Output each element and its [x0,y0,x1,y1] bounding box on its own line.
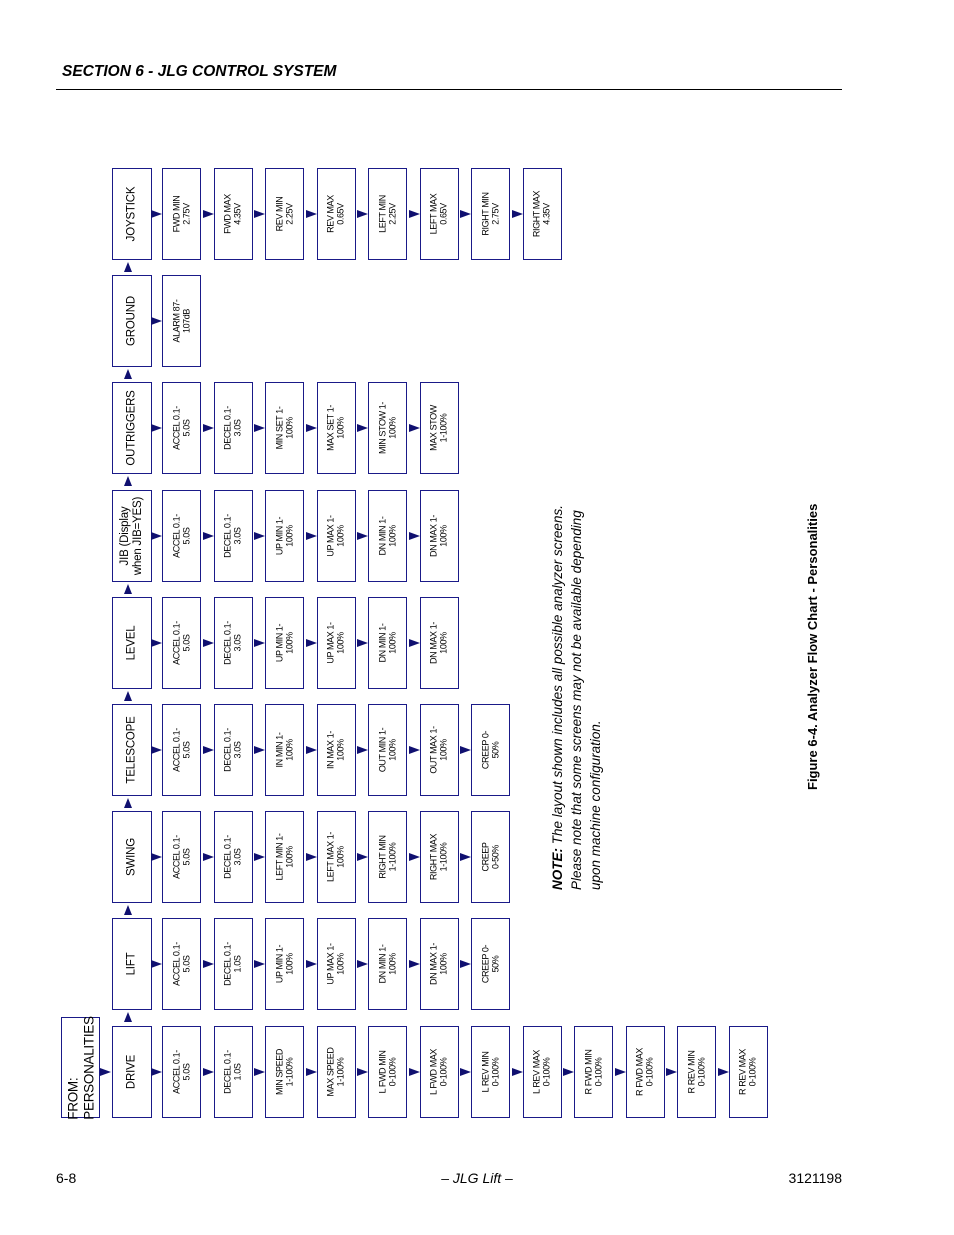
item-box-jib-0-label: ACCEL 0.1- 5.0S [171,514,192,558]
item-box-drive-6 [471,1026,510,1118]
arrow-joystick-0 [151,210,162,218]
arrow-ground-0 [151,317,162,325]
arrow-outriggers-4 [357,424,368,432]
item-box-swing-1 [214,811,253,903]
item-box-drive-11-label: R REV MAX 0-100% [737,1049,758,1095]
arrow-level-5 [409,639,420,647]
item-box-lift-2-label: UP MIN 1- 100% [274,944,295,984]
arrow-drive-7 [512,1068,523,1076]
arrow-outriggers-5 [409,424,420,432]
item-box-drive-3 [317,1026,356,1118]
section-header: SECTION 6 - JLG CONTROL SYSTEM [62,63,337,80]
item-box-joystick-0-label: FWD MIN 2.75V [171,195,192,233]
head-box-level [112,597,152,689]
item-box-level-1-label: DECEL 0.1- 3.0S [222,621,243,665]
item-box-drive-3-label: MAX SPEED 1-100% [325,1047,346,1097]
arrow-up-swing [124,905,132,915]
item-box-jib-2 [265,490,304,582]
arrow-up-lift [124,1012,132,1022]
item-box-swing-0-label: ACCEL 0.1- 5.0S [171,835,192,879]
arrow-swing-3 [306,853,317,861]
arrow-drive-5 [409,1068,420,1076]
head-box-drive-label: DRIVE [125,1054,138,1090]
item-box-jib-5-label: DN MAX 1- 100% [428,515,449,557]
item-box-lift-5-label: DN MAX 1- 100% [428,943,449,985]
item-box-swing-5-label: RIGHT MAX 1-100% [428,833,449,881]
item-box-joystick-5-label: LEFT MAX 0.65V [428,193,449,235]
item-box-level-3-label: UP MAX 1- 100% [325,622,346,664]
item-box-jib-2-label: UP MIN 1- 100% [274,516,295,556]
item-box-joystick-1-label: FWD MAX 4.35V [222,194,243,234]
head-box-lift-label: LIFT [125,952,138,976]
item-box-level-5-label: DN MAX 1- 100% [428,622,449,664]
note-label: NOTE: [550,848,565,890]
item-box-lift-0 [162,918,201,1010]
arrow-level-2 [254,639,265,647]
figure-caption: Figure 6-4. Analyzer Flow Chart - Personalities [805,503,820,790]
item-box-joystick-0 [162,168,201,260]
item-box-drive-11 [729,1026,768,1118]
item-box-drive-10-label: R REV MIN 0-100% [686,1050,707,1094]
arrow-lift-0 [151,960,162,968]
arrow-from-personalities [100,1068,111,1076]
item-box-outriggers-2-label: MIN SET 1- 100% [274,406,295,450]
arrow-swing-2 [254,853,265,861]
item-box-jib-0 [162,490,201,582]
arrow-telescope-3 [306,746,317,754]
arrow-joystick-4 [357,210,368,218]
arrow-level-4 [357,639,368,647]
item-box-lift-0-label: ACCEL 0.1- 5.0S [171,942,192,986]
item-box-level-3 [317,597,356,689]
arrow-swing-0 [151,853,162,861]
item-box-drive-0 [162,1026,201,1118]
item-box-drive-9-label: R FWD MAX 0-100% [634,1048,655,1096]
item-box-level-4 [368,597,407,689]
item-box-swing-3 [317,811,356,903]
item-box-level-0-label: ACCEL 0.1- 5.0S [171,621,192,665]
arrow-drive-9 [615,1068,626,1076]
head-box-jib-label: JIB (Display when JIB=YES) [118,496,144,576]
item-box-joystick-3 [317,168,356,260]
arrow-jib-4 [357,532,368,540]
item-box-lift-3-label: UP MAX 1- 100% [325,943,346,985]
item-box-drive-1-label: DECEL 0.1- 1.0S [222,1050,243,1094]
item-box-drive-2 [265,1026,304,1118]
arrow-outriggers-1 [203,424,214,432]
item-box-telescope-3 [317,704,356,796]
item-box-lift-2 [265,918,304,1010]
head-box-swing-label: SWING [125,838,138,876]
item-box-telescope-1-label: DECEL 0.1- 3.0S [222,728,243,772]
arrow-telescope-5 [409,746,420,754]
item-box-drive-10 [677,1026,716,1118]
head-box-swing [112,811,152,903]
item-box-swing-3-label: LEFT MAX 1- 100% [325,832,346,882]
item-box-jib-1-label: DECEL 0.1- 3.0S [222,514,243,558]
head-box-jib [112,490,152,582]
item-box-lift-6 [471,918,510,1010]
arrow-swing-6 [460,853,471,861]
arrow-joystick-5 [409,210,420,218]
doc-number: 3121198 [788,1170,842,1186]
item-box-jib-3-label: UP MAX 1- 100% [325,515,346,557]
item-box-telescope-5-label: OUT MAX 1- 100% [428,726,449,774]
item-box-outriggers-5-label: MAX STOW 1-100% [428,405,449,451]
arrow-up-jib [124,584,132,594]
arrow-outriggers-0 [151,424,162,432]
arrow-joystick-3 [306,210,317,218]
head-box-outriggers [112,382,152,474]
arrow-drive-10 [666,1068,677,1076]
head-box-ground [112,275,152,367]
head-box-lift [112,918,152,1010]
item-box-drive-8 [574,1026,613,1118]
arrow-telescope-0 [151,746,162,754]
item-box-jib-3 [317,490,356,582]
from-personalities-box-label: FROM: PERSONALITIES [64,1015,96,1120]
head-box-drive [112,1026,152,1118]
item-box-outriggers-3 [317,382,356,474]
item-box-telescope-5 [420,704,459,796]
item-box-joystick-7-label: RIGHT MAX 4.35V [531,190,552,238]
item-box-lift-1 [214,918,253,1010]
arrow-telescope-2 [254,746,265,754]
item-box-telescope-2-label: IN MIN 1- 100% [274,732,295,768]
arrow-lift-2 [254,960,265,968]
item-box-joystick-3-label: REV MAX 0.65V [325,195,346,233]
item-box-jib-4 [368,490,407,582]
item-box-joystick-4-label: LEFT MIN 2.25V [377,195,398,233]
item-box-joystick-2 [265,168,304,260]
arrow-level-3 [306,639,317,647]
arrow-joystick-7 [512,210,523,218]
item-box-drive-2-label: MIN SPEED 1-100% [274,1049,295,1095]
arrow-swing-5 [409,853,420,861]
arrow-outriggers-3 [306,424,317,432]
item-box-swing-6 [471,811,510,903]
item-box-level-0 [162,597,201,689]
item-box-swing-4-label: RIGHT MIN 1-100% [377,835,398,879]
head-box-ground-label: GROUND [125,296,138,346]
item-box-drive-7-label: L REV MAX 0-100% [531,1049,552,1095]
item-box-drive-6-label: L REV MIN 0-100% [480,1051,501,1093]
arrow-jib-5 [409,532,420,540]
item-box-swing-2-label: LEFT MIN 1- 100% [274,833,295,881]
item-box-drive-4-label: L FWD MIN 0-100% [377,1050,398,1094]
item-box-level-2 [265,597,304,689]
item-box-ground-0 [162,275,201,367]
item-box-jib-1 [214,490,253,582]
arrow-drive-4 [357,1068,368,1076]
arrow-up-joystick [124,262,132,272]
item-box-lift-5 [420,918,459,1010]
item-box-joystick-1 [214,168,253,260]
item-box-jib-5 [420,490,459,582]
arrow-swing-4 [357,853,368,861]
arrow-drive-2 [254,1068,265,1076]
item-box-swing-1-label: DECEL 0.1- 3.0S [222,835,243,879]
arrow-up-telescope [124,798,132,808]
item-box-level-2-label: UP MIN 1- 100% [274,623,295,663]
arrow-telescope-6 [460,746,471,754]
item-box-swing-4 [368,811,407,903]
item-box-telescope-6-label: CREEP 0- 50% [480,730,501,770]
page-number: 6-8 [56,1170,77,1186]
arrow-swing-1 [203,853,214,861]
item-box-joystick-4 [368,168,407,260]
item-box-swing-6-label: CREEP 0-50% [480,842,501,872]
item-box-outriggers-0-label: ACCEL 0.1- 5.0S [171,406,192,450]
arrow-level-0 [151,639,162,647]
head-box-telescope-label: TELESCOPE [125,716,138,784]
footer-center: – JLG Lift – [441,1170,513,1186]
arrow-drive-0 [151,1068,162,1076]
item-box-telescope-6 [471,704,510,796]
item-box-joystick-6-label: RIGHT MIN 2.75V [480,192,501,236]
arrow-joystick-2 [254,210,265,218]
arrow-lift-4 [357,960,368,968]
item-box-drive-7 [523,1026,562,1118]
arrow-up-ground [124,369,132,379]
arrow-up-outriggers [124,476,132,486]
arrow-jib-0 [151,532,162,540]
arrow-level-1 [203,639,214,647]
item-box-telescope-1 [214,704,253,796]
arrow-drive-11 [718,1068,729,1076]
from-personalities-box [61,1017,100,1118]
item-box-drive-0-label: ACCEL 0.1- 5.0S [171,1050,192,1094]
item-box-level-1 [214,597,253,689]
arrow-drive-1 [203,1068,214,1076]
head-box-level-label: LEVEL [125,625,138,661]
arrow-outriggers-2 [254,424,265,432]
item-box-joystick-6 [471,168,510,260]
item-box-outriggers-0 [162,382,201,474]
item-box-joystick-2-label: REV MIN 2.25V [274,196,295,232]
item-box-outriggers-1-label: DECEL 0.1- 3.0S [222,406,243,450]
item-box-outriggers-5 [420,382,459,474]
item-box-lift-4-label: DN MIN 1- 100% [377,944,398,984]
item-box-drive-1 [214,1026,253,1118]
item-box-level-4-label: DN MIN 1- 100% [377,623,398,663]
item-box-telescope-0-label: ACCEL 0.1- 5.0S [171,728,192,772]
head-box-outriggers-label: OUTRIGGERS [125,390,138,466]
item-box-swing-2 [265,811,304,903]
header-rule [56,89,842,90]
item-box-telescope-2 [265,704,304,796]
item-box-level-5 [420,597,459,689]
arrow-jib-1 [203,532,214,540]
item-box-drive-5 [420,1026,459,1118]
item-box-joystick-7 [523,168,562,260]
arrow-lift-6 [460,960,471,968]
item-box-ground-0-label: ALARM 87- 107dB [171,299,192,343]
item-box-telescope-3-label: IN MAX 1- 100% [325,731,346,769]
item-box-joystick-5 [420,168,459,260]
item-box-drive-4 [368,1026,407,1118]
item-box-jib-4-label: DN MIN 1- 100% [377,516,398,556]
item-box-drive-9 [626,1026,665,1118]
item-box-lift-3 [317,918,356,1010]
item-box-telescope-4-label: OUT MIN 1- 100% [377,727,398,773]
item-box-outriggers-2 [265,382,304,474]
item-box-outriggers-4 [368,382,407,474]
head-box-joystick [112,168,152,260]
item-box-lift-6-label: CREEP 0- 50% [480,944,501,984]
arrow-telescope-1 [203,746,214,754]
arrow-lift-3 [306,960,317,968]
item-box-drive-8-label: R FWD MIN 0-100% [583,1049,604,1095]
arrow-lift-1 [203,960,214,968]
item-box-telescope-4 [368,704,407,796]
item-box-lift-4 [368,918,407,1010]
arrow-up-level [124,691,132,701]
item-box-swing-5 [420,811,459,903]
arrow-drive-8 [563,1068,574,1076]
head-box-telescope [112,704,152,796]
item-box-drive-5-label: L FWD MAX 0-100% [428,1048,449,1096]
item-box-outriggers-3-label: MAX SET 1- 100% [325,405,346,451]
item-box-lift-1-label: DECEL 0.1- 1.0S [222,942,243,986]
item-box-swing-0 [162,811,201,903]
arrow-joystick-1 [203,210,214,218]
note-text: The layout shown includes all possible analyzer screens. Please note that some screens may not be available depending upon machine configuration. [550,505,603,890]
head-box-joystick-label: JOYSTICK [125,186,138,242]
arrow-drive-3 [306,1068,317,1076]
arrow-lift-5 [409,960,420,968]
arrow-jib-3 [306,532,317,540]
item-box-telescope-0 [162,704,201,796]
arrow-joystick-6 [460,210,471,218]
item-box-outriggers-1 [214,382,253,474]
layout-note [548,500,605,890]
arrow-jib-2 [254,532,265,540]
item-box-outriggers-4-label: MIN STOW 1- 100% [377,402,398,454]
arrow-telescope-4 [357,746,368,754]
arrow-drive-6 [460,1068,471,1076]
